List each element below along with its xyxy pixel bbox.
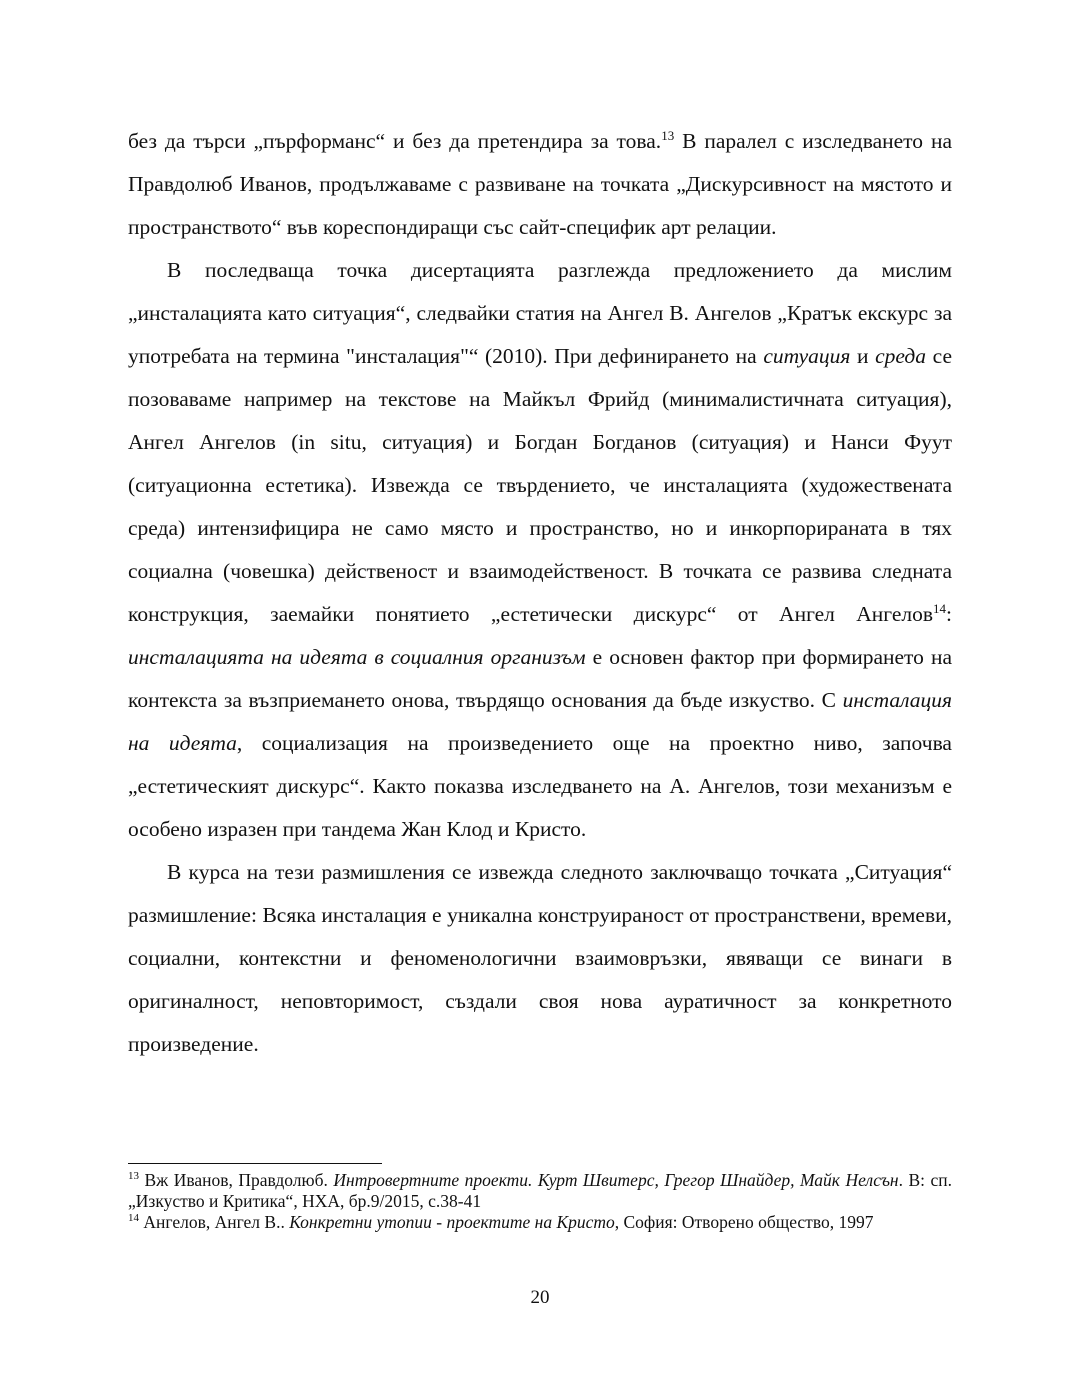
text-run: В последваща точка дисертацията разглежда предложението да мислим „инсталацията като ситуация“, следвайки статия на Ангел В. Ангелов „Кратък екскурс за употребата на термина "инсталация"“ (2010). При дефинирането на bbox=[128, 258, 952, 368]
text-run: . В: сп. „Изкуство и Критика“, НХА, бр.9/2015, с.38-41 bbox=[128, 1170, 952, 1211]
text-run: В курса на тези размишления се извежда следното заключващо точката „Ситуация“ размишление: Всяка инсталация е уникална конструираност от пространствени, времеви, социални, контекстни и феноменологични взаимовръзки, явяващи се винаги в оригиналност, неповторимост, създали своя нова ауратичност за конкретното произведение. bbox=[128, 860, 952, 1056]
footnote-number: 14 bbox=[128, 1212, 139, 1225]
footnote-ref-13[interactable]: 13 bbox=[661, 127, 675, 143]
text-run: се позоваваме например на текстове на Майкъл Фрийд (минималистичната ситуация), Ангел Ангелов (in situ, ситуация) и Богдан Богданов (ситуация) и Нанси Фуут (ситуационна естетика). Извежда се твърдението, че инсталацията (художествената среда) интензифицира не само място и пространство, но и инкорпорираната в тях социална (човешка) действеност и взаимодейственост. В точката се развива следната конструкция, заемайки понятието „естетически дискурс“ от Ангел Ангелов bbox=[128, 344, 952, 626]
text-run: : bbox=[946, 602, 952, 626]
footnote-separator bbox=[128, 1163, 382, 1164]
italic-term: инсталация на идеята bbox=[128, 688, 952, 755]
text-run: без да търси „пърформанс“ и без да претендира за това. bbox=[128, 129, 662, 153]
text-run: Вж Иванов, Правдолюб. bbox=[139, 1170, 334, 1190]
italic-term: среда bbox=[875, 344, 927, 368]
italic-title: Интровертните проекти. Курт Швитерс, Грегор Шнайдер, Майк Нелсън bbox=[333, 1170, 899, 1190]
text-run: В паралел с изследването на Правдолюб Иванов, продължаваме с развиване на точката „Дискурсивност на мястото и пространството“ във кореспондиращи със сайт-специфик арт релации. bbox=[128, 129, 952, 239]
text-run: Ангелов, Ангел В.. bbox=[139, 1212, 290, 1232]
main-text bbox=[128, 120, 952, 1066]
italic-term: инсталацията на идеята в социалния организъм bbox=[128, 645, 586, 669]
footnote-number: 13 bbox=[128, 1170, 139, 1183]
italic-title: Конкретни утопии - проектите на Кристо bbox=[289, 1212, 615, 1232]
footnotes bbox=[128, 1170, 952, 1233]
text-run: и bbox=[850, 344, 876, 368]
text-run: , социализация на произведението още на проектно ниво, започва „естетическият дискурс“. Както показва изследването на А. Ангелов, този механизъм е особено изразен при тандема Жан Клод и Кристо. bbox=[128, 731, 952, 841]
paragraph-1 bbox=[128, 120, 952, 249]
footnote-ref-14[interactable]: 14 bbox=[933, 600, 947, 616]
text-run: , София: Отворено общество, 1997 bbox=[614, 1212, 874, 1232]
footnote-14 bbox=[128, 1212, 952, 1233]
paragraph-2 bbox=[128, 249, 952, 851]
footnote-13 bbox=[128, 1170, 952, 1212]
text-run: е основен фактор при формирането на контекста за възприемането онова, твърдящо основания да бъде изкуство. С bbox=[128, 645, 952, 712]
paragraph-3 bbox=[128, 851, 952, 1066]
italic-term: ситуация bbox=[763, 344, 851, 368]
page-number: 20 bbox=[530, 1287, 550, 1308]
